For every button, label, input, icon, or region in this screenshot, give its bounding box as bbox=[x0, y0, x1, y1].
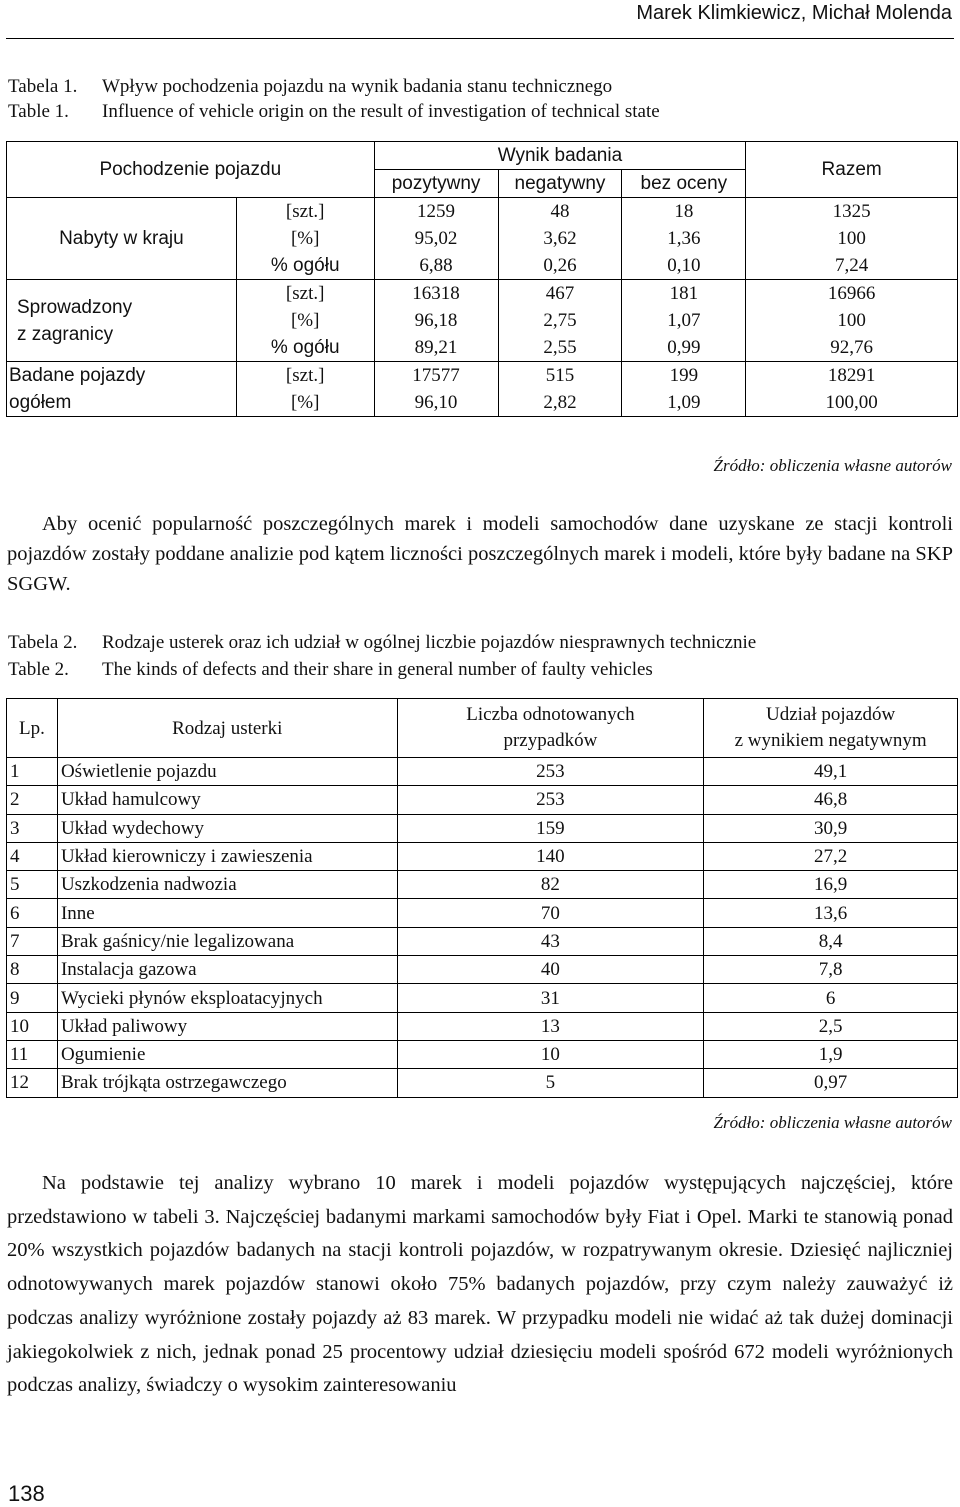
value-cell: 95,02 bbox=[374, 225, 498, 252]
table-row bbox=[7, 1012, 958, 1040]
table1-source: Źródło: obliczenia własne autorów bbox=[713, 456, 952, 475]
header-share bbox=[704, 699, 958, 758]
table-row bbox=[7, 842, 958, 870]
count-cell: 70 bbox=[397, 899, 704, 927]
table-row bbox=[7, 814, 958, 842]
lp-cell: 7 bbox=[7, 927, 58, 955]
defect-type-cell: Układ paliwowy bbox=[57, 1012, 397, 1040]
value-cell: 96,18 bbox=[374, 307, 498, 334]
share-cell: 0,97 bbox=[704, 1069, 958, 1097]
row-group-label-line: Nabyty w kraju bbox=[59, 228, 184, 249]
unit-cell: [szt.] bbox=[236, 198, 374, 226]
header-share-line1: Udział pojazdów bbox=[765, 704, 896, 725]
table-row bbox=[7, 1069, 958, 1097]
share-cell: 13,6 bbox=[704, 899, 958, 927]
defect-type-cell: Brak gaśnicy/nie legalizowana bbox=[57, 927, 397, 955]
defect-type-cell: Wycieki płynów eksploatacyjnych bbox=[57, 984, 397, 1012]
header-no-rating: bez oceny bbox=[622, 170, 746, 198]
count-cell: 253 bbox=[397, 786, 704, 814]
defect-type-cell: Układ kierowniczy i zawieszenia bbox=[57, 842, 397, 870]
table2-caption-en-label: Table 2. bbox=[8, 659, 69, 680]
table-vehicle-origin bbox=[6, 141, 958, 417]
table1-caption-pl bbox=[8, 73, 612, 100]
header-negative: negatywny bbox=[498, 170, 622, 198]
share-cell: 2,5 bbox=[704, 1012, 958, 1040]
value-cell: 0,10 bbox=[622, 252, 746, 280]
header-share-line2: z wynikiem negatywnym bbox=[734, 730, 927, 751]
paragraph-2 bbox=[7, 1167, 953, 1403]
value-cell: 2,82 bbox=[498, 389, 622, 417]
paragraph-1 bbox=[7, 509, 953, 599]
table-row bbox=[7, 871, 958, 899]
share-cell: 30,9 bbox=[704, 814, 958, 842]
defect-type-cell: Ogumienie bbox=[57, 1040, 397, 1068]
table-row bbox=[7, 198, 958, 226]
lp-cell: 6 bbox=[7, 899, 58, 927]
defect-type-cell: Brak trójkąta ostrzegawczego bbox=[57, 1069, 397, 1097]
header-total: Razem bbox=[746, 142, 958, 198]
share-cell: 46,8 bbox=[704, 786, 958, 814]
table-row bbox=[7, 758, 958, 786]
page-number: 138 bbox=[8, 1481, 45, 1506]
table-defect-types bbox=[6, 698, 958, 1098]
lp-cell: 5 bbox=[7, 871, 58, 899]
value-cell: 100 bbox=[746, 307, 958, 334]
value-cell: 16318 bbox=[374, 280, 498, 308]
defect-type-cell: Oświetlenie pojazdu bbox=[57, 758, 397, 786]
table-row bbox=[7, 927, 958, 955]
row-group-label-line: z zagranicy bbox=[17, 323, 114, 345]
share-cell: 27,2 bbox=[704, 842, 958, 870]
value-cell: 515 bbox=[498, 362, 622, 390]
table-row bbox=[7, 362, 958, 390]
lp-cell: 8 bbox=[7, 956, 58, 984]
value-cell: 3,62 bbox=[498, 225, 622, 252]
header-lp: Lp. bbox=[7, 699, 58, 758]
defect-type-cell: Uszkodzenia nadwozia bbox=[57, 871, 397, 899]
table1-caption-pl-text: Wpływ pochodzenia pojazdu na wynik badania stanu technicznego bbox=[102, 76, 613, 97]
share-cell: 1,9 bbox=[704, 1040, 958, 1068]
count-cell: 253 bbox=[397, 758, 704, 786]
value-cell: 1,07 bbox=[622, 307, 746, 334]
value-cell: 2,55 bbox=[498, 334, 622, 362]
count-cell: 5 bbox=[397, 1069, 704, 1097]
lp-cell: 11 bbox=[7, 1040, 58, 1068]
value-cell: 1,36 bbox=[622, 225, 746, 252]
unit-cell: [%] bbox=[236, 225, 374, 252]
row-group-label-line: Badane pojazdy bbox=[9, 365, 146, 386]
table-row bbox=[7, 899, 958, 927]
paragraph-1-text: Aby ocenić popularność poszczególnych marek i modeli samochodów dane uzyskane ze stacji kontroli pojazdów zostały poddane analizie pod kątem liczności poszczególnych marek i modeli, które były badane na SKP SGGW. bbox=[7, 513, 953, 595]
value-cell: 100,00 bbox=[746, 389, 958, 417]
value-cell: 199 bbox=[622, 362, 746, 390]
value-cell: 89,21 bbox=[374, 334, 498, 362]
value-cell: 1,09 bbox=[622, 389, 746, 417]
unit-cell: [szt.] bbox=[236, 362, 374, 390]
table2-caption-pl-text: Rodzaje usterek oraz ich udział w ogólnej liczbie pojazdów niesprawnych technicznie bbox=[102, 632, 757, 653]
header-rule bbox=[6, 38, 954, 39]
table-row bbox=[7, 280, 958, 308]
lp-cell: 1 bbox=[7, 758, 58, 786]
value-cell: 17577 bbox=[374, 362, 498, 390]
lp-cell: 9 bbox=[7, 984, 58, 1012]
header-origin: Pochodzenie pojazdu bbox=[7, 142, 375, 198]
share-cell: 7,8 bbox=[704, 956, 958, 984]
lp-cell: 3 bbox=[7, 814, 58, 842]
defect-type-cell: Układ wydechowy bbox=[57, 814, 397, 842]
value-cell: 467 bbox=[498, 280, 622, 308]
count-cell: 40 bbox=[397, 956, 704, 984]
value-cell: 100 bbox=[746, 225, 958, 252]
table-row bbox=[7, 1040, 958, 1068]
header-positive: pozytywny bbox=[374, 170, 498, 198]
value-cell: 7,24 bbox=[746, 252, 958, 280]
table1-caption-en-label: Table 1. bbox=[8, 101, 69, 122]
share-cell: 8,4 bbox=[704, 927, 958, 955]
row-group-label-line: ogółem bbox=[9, 392, 72, 413]
table2-caption-pl bbox=[8, 629, 756, 656]
table2-caption-en-text: The kinds of defects and their share in general number of faulty vehicles bbox=[102, 659, 653, 680]
share-cell: 6 bbox=[704, 984, 958, 1012]
header-count-line1: Liczba odnotowanych bbox=[466, 704, 635, 725]
value-cell: 1259 bbox=[374, 198, 498, 226]
unit-cell: [%] bbox=[236, 307, 374, 334]
value-cell: 181 bbox=[622, 280, 746, 308]
count-cell: 140 bbox=[397, 842, 704, 870]
value-cell: 2,75 bbox=[498, 307, 622, 334]
value-cell: 0,99 bbox=[622, 334, 746, 362]
value-cell: 6,88 bbox=[374, 252, 498, 280]
lp-cell: 12 bbox=[7, 1069, 58, 1097]
count-cell: 82 bbox=[397, 871, 704, 899]
header-count-line2: przypadków bbox=[503, 730, 598, 751]
value-cell: 48 bbox=[498, 198, 622, 226]
defect-type-cell: Układ hamulcowy bbox=[57, 786, 397, 814]
count-cell: 31 bbox=[397, 984, 704, 1012]
unit-cell: % ogółu bbox=[236, 334, 374, 362]
value-cell: 16966 bbox=[746, 280, 958, 308]
defect-type-cell: Instalacja gazowa bbox=[57, 956, 397, 984]
table2-body bbox=[7, 758, 958, 1098]
table2-caption-pl-label: Tabela 2. bbox=[8, 632, 78, 653]
lp-cell: 4 bbox=[7, 842, 58, 870]
table2-caption-en bbox=[8, 656, 653, 683]
header-count bbox=[397, 699, 704, 758]
table1-caption-en-text: Influence of vehicle origin on the result of investigation of technical state bbox=[102, 101, 660, 122]
table1-caption-en bbox=[8, 98, 660, 125]
share-cell: 16,9 bbox=[704, 871, 958, 899]
header-defect-type: Rodzaj usterki bbox=[57, 699, 397, 758]
unit-cell: [szt.] bbox=[236, 280, 374, 308]
row-group-label bbox=[7, 362, 237, 417]
count-cell: 43 bbox=[397, 927, 704, 955]
running-header-authors: Marek Klimkiewicz, Michał Molenda bbox=[636, 2, 952, 24]
table-row bbox=[7, 956, 958, 984]
value-cell: 96,10 bbox=[374, 389, 498, 417]
unit-cell: [%] bbox=[236, 389, 374, 417]
count-cell: 159 bbox=[397, 814, 704, 842]
header-result: Wynik badania bbox=[374, 142, 746, 170]
value-cell: 92,76 bbox=[746, 334, 958, 362]
row-group-label bbox=[7, 198, 237, 280]
table2-source: Źródło: obliczenia własne autorów bbox=[713, 1113, 952, 1132]
lp-cell: 2 bbox=[7, 786, 58, 814]
value-cell: 18 bbox=[622, 198, 746, 226]
table1-body bbox=[7, 198, 958, 417]
lp-cell: 10 bbox=[7, 1012, 58, 1040]
share-cell: 49,1 bbox=[704, 758, 958, 786]
row-group-label bbox=[7, 280, 237, 362]
unit-cell: % ogółu bbox=[236, 252, 374, 280]
table1-caption-pl-label: Tabela 1. bbox=[8, 76, 78, 97]
row-group-label-line: Sprowadzony bbox=[17, 296, 133, 318]
value-cell: 18291 bbox=[746, 362, 958, 390]
count-cell: 13 bbox=[397, 1012, 704, 1040]
count-cell: 10 bbox=[397, 1040, 704, 1068]
defect-type-cell: Inne bbox=[57, 899, 397, 927]
value-cell: 0,26 bbox=[498, 252, 622, 280]
table-row bbox=[7, 786, 958, 814]
paragraph-2-text: Na podstawie tej analizy wybrano 10 marek i modeli pojazdów występujących najczęściej, które przedstawiono w tabeli 3. Najczęściej badanymi markami samochodów były Fiat i Opel. Marki te stanowią ponad 20% wszystkich pojazdów badanych na stacji kontroli pojazdów, w rozpatrywanym okresie. Dziesięć najliczniej odnotowywanych marek pojazdów stanowi około 75% badanych pojazdów, przy czym należy zauważyć iż podczas analizy wyróżnione zostały pojazdy aż 83 marek. W przypadku modeli nie widać aż tak dużej dominacji jakiegokolwiek z nich, jednak ponad 25 procentowy udział dziesięciu modeli spośród 672 modeli wyróżnionych podczas analizy, świadczy o wysokim zainteresowaniu bbox=[7, 1172, 953, 1397]
table-row bbox=[7, 984, 958, 1012]
value-cell: 1325 bbox=[746, 198, 958, 226]
